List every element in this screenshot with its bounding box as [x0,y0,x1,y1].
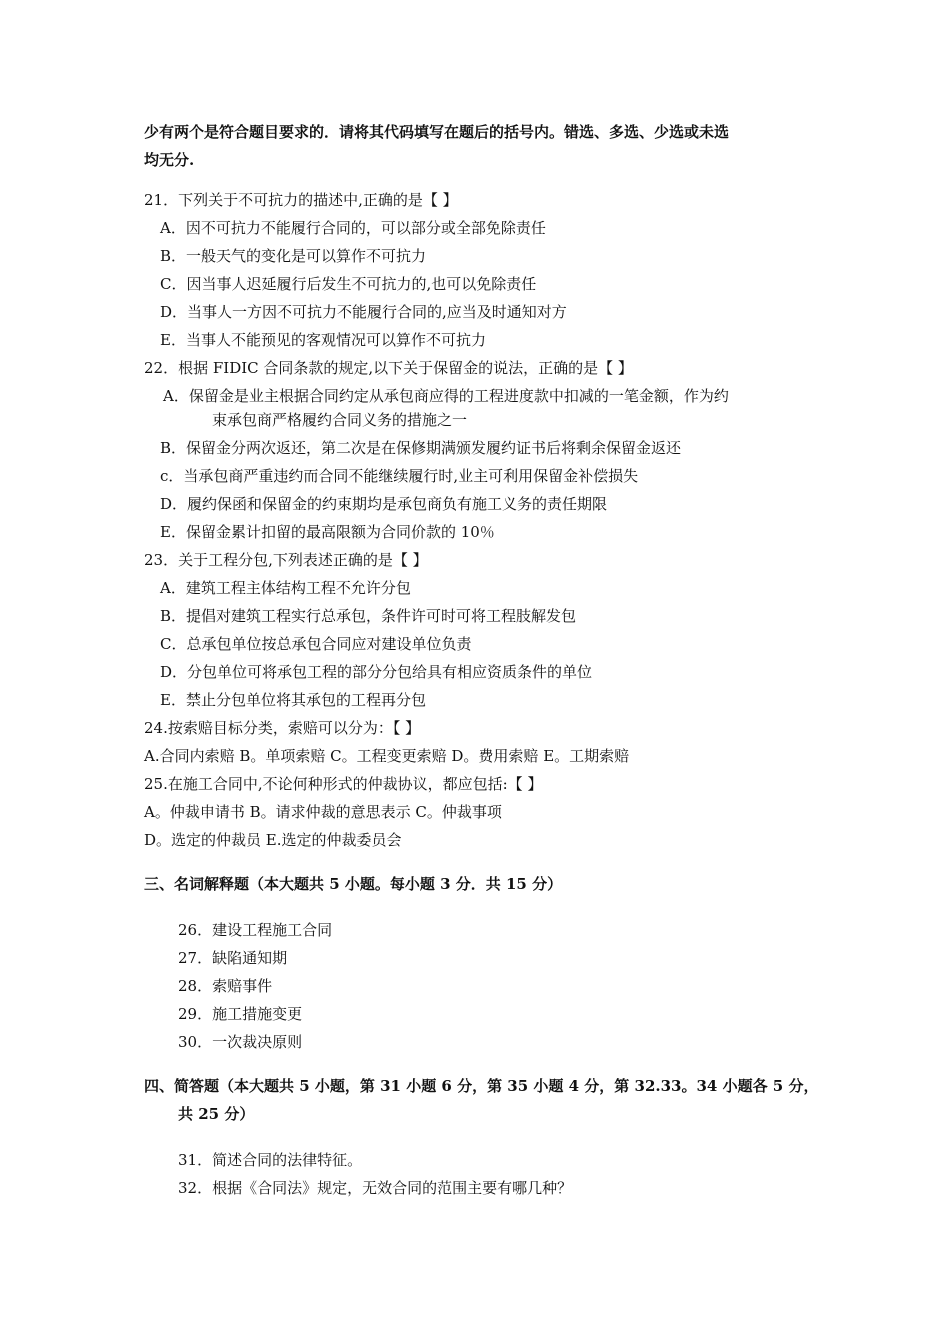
question-25-options-2: D。选定的仲裁员 E.选定的仲裁委员会 [144,831,402,849]
question-23-option-c: C．总承包单位按总承包合同应对建设单位负责 [160,635,472,653]
intro-line-1: 少有两个是符合题目要求的．请将其代码填写在题后的括号内。错选、多选、少选或未选 [144,123,730,141]
question-25: 25.在施工合同中,不论何种形式的仲裁协议，都应包括:【 】 [144,775,543,793]
question-23: 23．关于工程分包,下列表述正确的是【 】 [144,551,428,569]
short-answer-item: 31．简述合同的法律特征。 [178,1151,363,1169]
section-3-heading: 三、名词解释题（本大题共 5 小题。每小题 3 分．共 15 分） [144,875,563,893]
section-4-heading: 四、简答题（本大题共 5 小题，第 31 小题 6 分，第 35 小题 4 分，第 32.33。34 小题各 5 分， [144,1077,819,1095]
question-23-option-e: E．禁止分包单位将其承包的工程再分包 [160,691,426,709]
question-21: 21．下列关于不可抗力的描述中,正确的是【 】 [144,191,458,209]
question-23-option-d: D．分包单位可将承包工程的部分分包给具有相应资质条件的单位 [160,663,593,681]
question-22-option-e: E．保留金累计扣留的最高限额为合同价款的 10％ [160,523,495,541]
question-21-option-a: A．因不可抗力不能履行合同的，可以部分或全部免除责任 [160,219,546,237]
question-24: 24.按索赔目标分类，索赔可以分为：【 】 [144,719,421,737]
term-item: 30．一次裁决原则 [178,1033,303,1051]
question-24-options: A.合同内索赔 B。单项索赔 C。工程变更索赔 D。费用索赔 E。工期索赔 [144,747,630,765]
term-item: 26．建设工程施工合同 [178,921,333,939]
question-21-option-c: C．因当事人迟延履行后发生不可抗力的,也可以免除责任 [160,275,537,293]
question-21-option-b: B．一般天气的变化是可以算作不可抗力 [160,247,427,265]
question-22-option-a-continued: 束承包商严格履约合同义务的措施之一 [212,411,468,429]
term-item: 29．施工措施变更 [178,1005,303,1023]
question-23-option-a: A．建筑工程主体结构工程不允许分包 [160,579,411,597]
question-22-option-d: D．履约保函和保留金的约束期均是承包商负有施工义务的责任期限 [160,495,608,513]
term-item: 28．索赔事件 [178,977,273,995]
section-4-heading-continued: 共 25 分） [178,1105,255,1123]
question-21-option-d: D．当事人一方因不可抗力不能履行合同的,应当及时通知对方 [160,303,567,321]
term-item: 27．缺陷通知期 [178,949,288,967]
question-22: 22．根据 FIDIC 合同条款的规定,以下关于保留金的说法，正确的是【 】 [144,359,633,377]
intro-line-2: 均无分. [144,151,195,169]
question-22-option-b: B．保留金分两次返还，第二次是在保修期满颁发履约证书后将剩余保留金返还 [160,439,682,457]
question-23-option-b: B．提倡对建筑工程实行总承包，条件许可时可将工程肢解发包 [160,607,577,625]
question-22-option-a: A．保留金是业主根据合同约定从承包商应得的工程进度款中扣减的一笔金额，作为约 [163,387,729,405]
question-21-option-e: E．当事人不能预见的客观情况可以算作不可抗力 [160,331,486,349]
short-answer-item: 32．根据《合同法》规定，无效合同的范围主要有哪几种？ [178,1179,573,1197]
question-22-option-c: c．当承包商严重违约而合同不能继续履行时,业主可利用保留金补偿损失 [160,467,639,485]
question-25-options-1: A。仲裁申请书 B。请求仲裁的意思表示 C。仲裁事项 [144,803,502,821]
